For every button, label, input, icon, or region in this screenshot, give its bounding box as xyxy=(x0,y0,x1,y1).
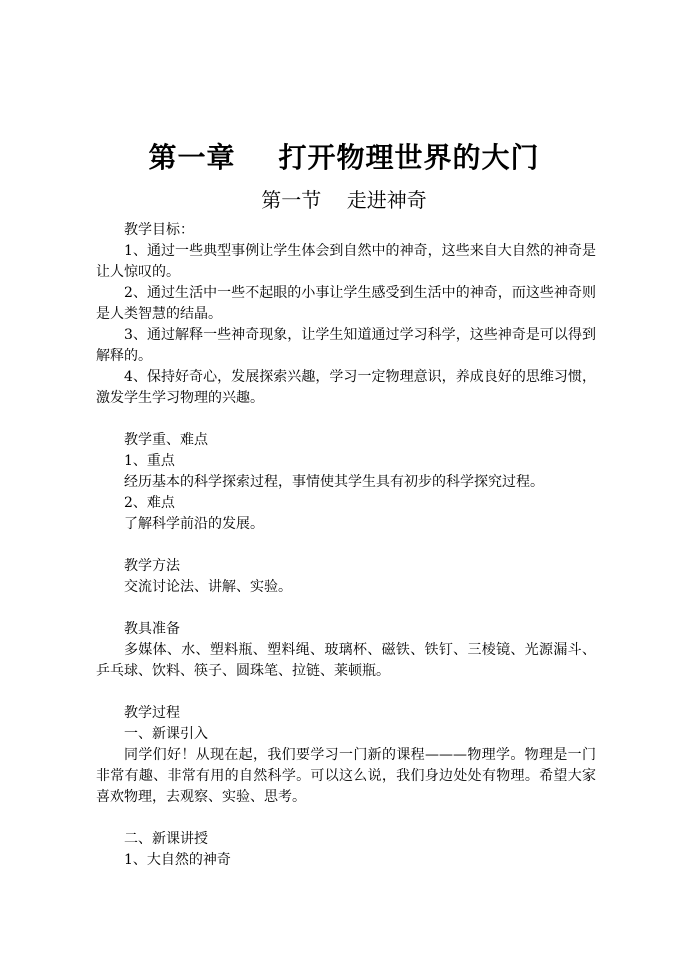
objective-2-line-2: 是人类智慧的结晶。 xyxy=(96,306,222,322)
objective-1-line-2: 让人惊叹的。 xyxy=(96,264,180,280)
spacer xyxy=(96,682,596,703)
spacer xyxy=(96,409,596,430)
difficulty-text: 了解科学前沿的发展。 xyxy=(124,516,264,532)
objective-3-line-1: 3、通过解释一些神奇现象，让学生知道通过学习科学，这些神奇是可以得到 xyxy=(124,327,596,343)
equipment-line-2: 乒乓球、饮料、筷子、圆珠笔、拉链、莱顿瓶。 xyxy=(96,663,390,679)
objective-1-line-1: 1、通过一些典型事例让学生体会到自然中的神奇，这些来自大自然的神奇是 xyxy=(124,243,596,259)
key-point-text: 经历基本的科学探索过程，事情使其学生具有初步的科学探究过程。 xyxy=(124,474,544,490)
spacer xyxy=(96,598,596,619)
objective-4-line-2: 激发学生学习物理的兴趣。 xyxy=(96,390,264,406)
spacer xyxy=(96,535,596,556)
objectives-heading: 教学目标： xyxy=(124,222,194,238)
process-part-1-line-3: 喜欢物理，去观察、实验、思考。 xyxy=(96,789,306,805)
process-part-1-line-2: 非常有趣、非常有用的自然科学。可以这么说，我们身边处处有物理。希望大家 xyxy=(96,768,596,784)
chapter-title: 第一章 打开物理世界的大门 xyxy=(148,141,540,174)
key-points-heading: 教学重、难点 xyxy=(124,432,208,448)
objective-4-line-1: 4、保持好奇心，发展探索兴趣，学习一定物理意识，养成良好的思维习惯， xyxy=(124,369,596,385)
document-body xyxy=(96,220,596,871)
spacer xyxy=(96,808,596,829)
methods-heading: 教学方法 xyxy=(124,558,180,574)
objective-2-line-1: 2、通过生活中一些不起眼的小事让学生感受到生活中的神奇，而这些神奇则 xyxy=(124,285,596,301)
key-point-sub-heading: 1、重点 xyxy=(124,453,175,469)
equipment-line-1: 多媒体、水、塑料瓶、塑料绳、玻璃杯、磁铁、铁钉、三棱镜、光源漏斗、 xyxy=(124,642,596,658)
section-title: 第一节 走进神奇 xyxy=(261,188,427,212)
equipment-heading: 教具准备 xyxy=(124,621,180,637)
process-part-2-sub-heading: 1、大自然的神奇 xyxy=(124,852,231,868)
process-part-2-heading: 二、新课讲授 xyxy=(124,831,208,847)
process-part-1-line-1: 同学们好！从现在起，我们要学习一门新的课程———物理学。物理是一门 xyxy=(124,747,596,763)
process-part-1-heading: 一、新课引入 xyxy=(124,726,208,742)
difficulty-sub-heading: 2、难点 xyxy=(124,495,175,511)
objective-3-line-2: 解释的。 xyxy=(96,348,152,364)
methods-text: 交流讨论法、讲解、实验。 xyxy=(124,579,292,595)
process-heading: 教学过程 xyxy=(124,705,180,721)
